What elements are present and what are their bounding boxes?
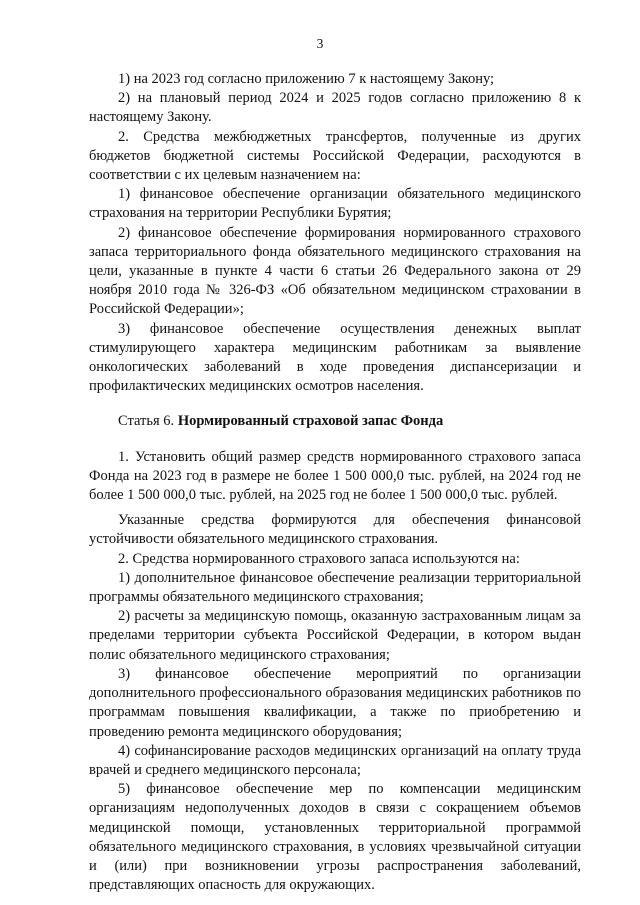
paragraph: 2. Средства межбюджетных трансфертов, полученные из других бюджетов бюджетной системы Российской Федерации, расходуются в соответствии с их целевым назначением на:: [89, 128, 581, 184]
article-title: Нормированный страховой запас Фонда: [177, 413, 444, 430]
document-body: [89, 70, 581, 895]
paragraph: 2) расчеты за медицинскую помощь, оказанную застрахованным лицам за пределами территории субъекта Российской Федерации, в котором выдан полис обязательного медицинского страхования;: [89, 608, 581, 663]
article-heading: [89, 412, 581, 431]
paragraph: 5) финансовое обеспечение мер по компенсации медицинским организациям недополученных доходов в связи с сокращением объемов медицинской помощи, установленных территориальной программой обязательного медицинского страхования, в условиях чрезвычайной ситуации и (или) при возникновении угрозы распространения заболеваний, представляющих опасность для окружающих.: [89, 781, 581, 894]
paragraph: 4) софинансирование расходов медицинских организаций на оплату труда врачей и среднего медицинского персонала;: [89, 742, 581, 778]
paragraph: Указанные средства формируются для обеспечения финансовой устойчивости обязательного медицинского страхования.: [89, 512, 581, 548]
paragraph: 2) финансовое обеспечение формирования нормированного страхового запаса территориального фонда обязательного медицинского страхования на цели, указанные в пункте 4 части 6 статьи 26 Федерального закона от 29 ноября 2010 года № 326-ФЗ «Об обязательном медицинском страховании в Российской Федерации»;: [89, 224, 581, 318]
paragraph: 3) финансовое обеспечение осуществления денежных выплат стимулирующего характера медицинским работникам за выявление онкологических заболеваний в ходе проведения диспансеризации и профилактических медицинских осмотров населения.: [89, 320, 581, 395]
paragraph: 1) на 2023 год согласно приложению 7 к настоящему Закону;: [118, 71, 495, 87]
article-prefix: Статья 6.: [118, 413, 175, 430]
paragraph: 1. Установить общий размер средств нормированного страхового запаса Фонда на 2023 год в размере не более 1 500 000,0 тыс. рублей, на 2024 год не более 1 500 000,0 тыс. рублей, на 2025 год не более 1 500 000,0 тыс. рублей.: [89, 448, 581, 504]
paragraph: 1) дополнительное финансовое обеспечение реализации территориальной программы обязательного медицинского страхования;: [89, 569, 581, 606]
paragraph: 2) на плановый период 2024 и 2025 годов согласно приложению 8 к настоящему Закону.: [89, 90, 581, 126]
paragraph: 3) финансовое обеспечение мероприятий по организации дополнительного профессионального образования медицинских работников по программам повышения квалификации, а также по приобретению и проведению ремонта медицинского оборудования;: [89, 665, 581, 740]
page-number: 3: [316, 36, 324, 51]
paragraph: 2. Средства нормированного страхового запаса используются на:: [118, 550, 520, 567]
paragraph: 1) финансовое обеспечение организации обязательного медицинского страхования на территории Республики Бурятия;: [89, 186, 581, 222]
